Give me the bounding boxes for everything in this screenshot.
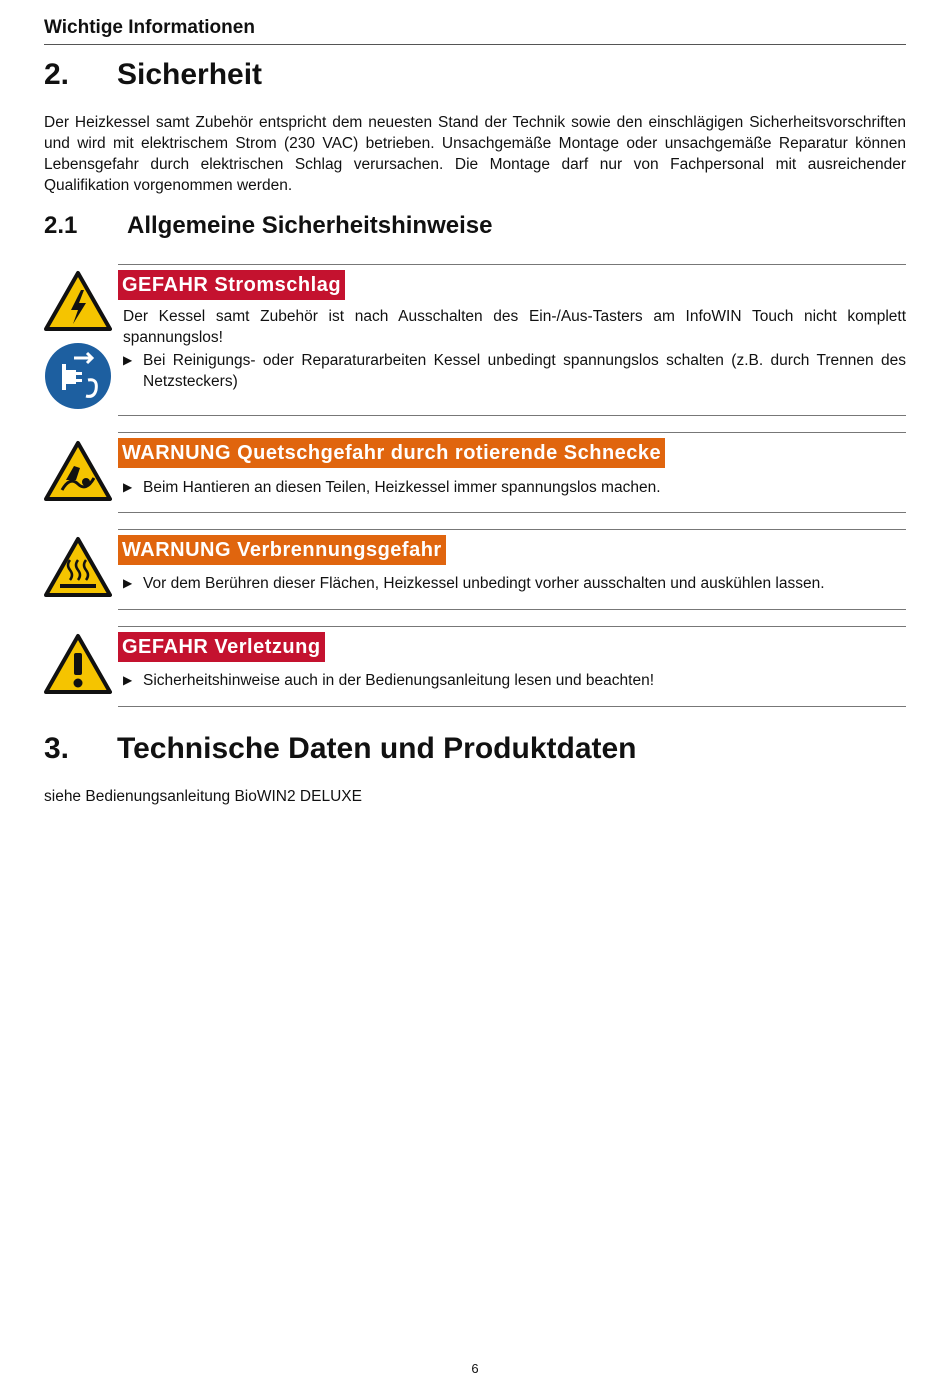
page-number: 6 — [471, 1361, 479, 1376]
section-3-text: siehe Bedienungsanleitung BioWIN2 DELUXE — [44, 788, 362, 805]
notice-label-danger: GEFAHR Verletzung — [118, 632, 325, 662]
bullet-text: Vor dem Berühren dieser Flächen, Heizkessel unbedingt vorher ausschalten und auskühlen lassen. — [143, 575, 825, 592]
section-3-title: Technische Daten und Produktdaten — [117, 732, 637, 765]
notice-bullet — [123, 350, 906, 392]
bullet-arrow-icon: ▶ — [123, 576, 133, 590]
bullet-text: Bei Reinigungs- oder Reparaturarbeiten Kessel unbedingt spannungslos schalten (z.B. durch Trennen des Netzsteckers) — [143, 352, 906, 390]
section-2-1-title: Allgemeine Sicherheitshinweise — [127, 212, 493, 239]
section-2-intro: Der Heizkessel samt Zubehör entspricht dem neuesten Stand der Technik sowie den einschlägigen Sicherheitsvorschriften und wird mit elektrischem Strom (230 VAC) betrieben. Unsachgemäße Montage oder unsachgemäße Reparatur können Lebensgefahr durch elektrischen Schlag verursachen. Die Montage darf nur von Fachpersonal mit ausreichender Qualifikation vorgenommen werden. — [44, 114, 906, 194]
notice-label-danger: GEFAHR Stromschlag — [118, 270, 345, 300]
notice-label-warning: WARNUNG Quetschgefahr durch rotierende Schnecke — [118, 438, 665, 468]
page-header — [44, 14, 906, 45]
header-title: Wichtige Informationen — [44, 17, 255, 38]
notice-bullet — [123, 670, 906, 691]
bullet-arrow-icon: ▶ — [123, 673, 133, 687]
notice-bullet — [123, 477, 906, 498]
notice-text: Der Kessel samt Zubehör ist nach Ausschalten des Ein-/Aus-Tasters am InfoWIN Touch nicht komplett spannungslos! — [123, 308, 906, 346]
section-2-1-number: 2.1 — [44, 212, 78, 239]
section-2-number: 2. — [44, 58, 70, 91]
bullet-text: Beim Hantieren an diesen Teilen, Heizkessel immer spannungslos machen. — [143, 479, 661, 496]
hot-surface-icon — [44, 536, 112, 598]
notice-crushing — [118, 432, 906, 513]
general-warning-icon — [44, 633, 112, 695]
notice-injury — [118, 626, 906, 707]
disconnect-plug-icon — [44, 342, 112, 410]
bullet-arrow-icon: ▶ — [123, 353, 133, 367]
notice-label-warning: WARNUNG Verbrennungsgefahr — [118, 535, 446, 565]
notice-electric-shock — [118, 264, 906, 416]
bullet-text: Sicherheitshinweise auch in der Bedienungsanleitung lesen und beachten! — [143, 672, 655, 689]
notice-bullet — [123, 573, 906, 594]
electric-hazard-icon — [44, 270, 112, 332]
section-2-title: Sicherheit — [117, 58, 263, 91]
section-3-number: 3. — [44, 732, 70, 765]
notice-burn — [118, 529, 906, 610]
crushing-hazard-icon — [44, 440, 112, 502]
bullet-arrow-icon: ▶ — [123, 480, 133, 494]
